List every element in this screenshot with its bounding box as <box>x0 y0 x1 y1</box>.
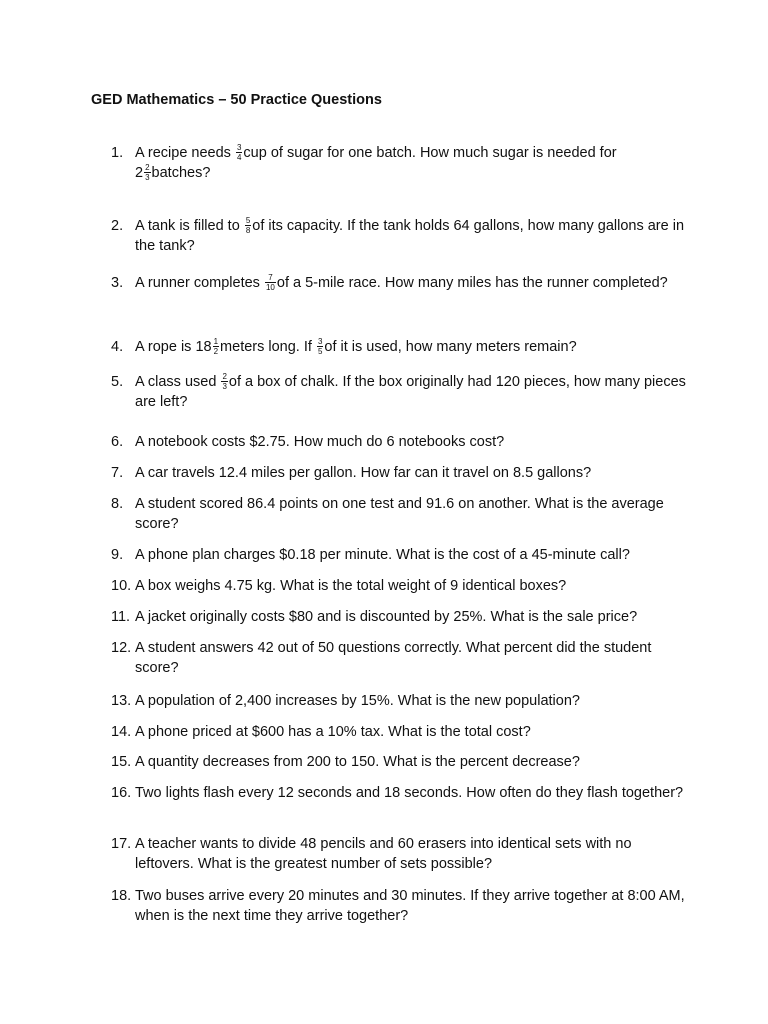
question-item <box>111 337 691 357</box>
question-text: A tank is filled to $\frac{5}{8}$ of its capacity. If the tank holds 64 gallons, how many gallons are in the tank? <box>135 215 685 254</box>
question-item <box>111 783 691 803</box>
question-item <box>111 216 691 256</box>
question-number: 8. <box>111 496 124 512</box>
question-text: A car travels 12.4 miles per gallon. How far can it travel on 8.5 gallons? <box>135 465 592 481</box>
fraction: $\frac{3}{5}$ <box>317 336 323 356</box>
fraction: $\frac{2}{3}$ <box>222 371 227 391</box>
question-number: 15. <box>111 754 132 770</box>
question-text: A phone plan charges $0.18 per minute. What is the cost of a 45-minute call? <box>135 547 630 563</box>
question-item <box>111 607 691 627</box>
question-item <box>111 691 691 711</box>
question-text: A notebook costs $2.75. How much do 6 notebooks cost? <box>135 434 505 450</box>
question-number: 1. <box>111 145 124 161</box>
question-number: 14. <box>111 724 132 740</box>
question-text: A runner completes $\frac{7}{10}$ of a 5-mile race. How many miles has the runner completed? <box>135 272 668 292</box>
question-number: 18. <box>111 888 132 904</box>
fraction: $\frac{1}{2}$ <box>213 336 219 356</box>
question-text: A rope is 18 $\frac{1}{2}$ meters long. If $\frac{3}{5}$ of it is used, how many meters remain? <box>135 336 577 356</box>
question-text: Two lights flash every 12 seconds and 18 seconds. How often do they flash together? <box>135 785 684 801</box>
question-number: 11. <box>111 609 131 625</box>
question-text: Two buses arrive every 20 minutes and 30 minutes. If they arrive together at 8:00 AM, when is the next time they arrive together? <box>135 888 685 924</box>
question-text: A student scored 86.4 points on one test and 91.6 on another. What is the average score? <box>135 496 664 532</box>
question-item <box>111 638 691 678</box>
fraction: $\frac{3}{4}$ <box>236 142 242 162</box>
question-item <box>111 463 691 483</box>
question-item <box>111 432 691 452</box>
question-number: 10. <box>111 578 132 594</box>
question-number: 3. <box>111 275 124 291</box>
question-item <box>111 273 691 293</box>
fraction: $\frac{7}{10}$ <box>265 272 275 292</box>
question-text: A phone priced at $600 has a 10% tax. What is the total cost? <box>135 724 531 740</box>
question-text: A recipe needs $\frac{3}{4}$ cup of sugar for one batch. How much sugar is needed for 2 $\frac{2}{3}$ batches? <box>135 142 617 182</box>
question-number: 4. <box>111 339 124 355</box>
question-item <box>111 752 691 772</box>
fraction: $\frac{5}{8}$ <box>245 215 251 235</box>
question-number: 6. <box>111 434 124 450</box>
fraction: $\frac{2}{3}$ <box>145 162 150 182</box>
question-item <box>111 886 691 926</box>
question-number: 2. <box>111 218 124 234</box>
question-item <box>111 576 691 596</box>
question-text: A class used $\frac{2}{3}$ of a box of chalk. If the box originally had 120 pieces, how many pieces are left? <box>135 371 686 410</box>
question-number: 12. <box>111 640 132 656</box>
question-number: 5. <box>111 374 124 390</box>
question-number: 16. <box>111 785 132 801</box>
question-number: 7. <box>111 465 124 481</box>
question-text: A teacher wants to divide 48 pencils and 60 erasers into identical sets with no leftovers. What is the greatest number of sets possible? <box>135 836 632 872</box>
question-item <box>111 494 691 534</box>
question-text: A student answers 42 out of 50 questions correctly. What percent did the student score? <box>135 640 652 676</box>
document-title: GED Mathematics – 50 Practice Questions <box>91 92 382 108</box>
question-text: A jacket originally costs $80 and is discounted by 25%. What is the sale price? <box>135 609 638 625</box>
question-text: A box weighs 4.75 kg. What is the total weight of 9 identical boxes? <box>135 578 567 594</box>
question-text: A population of 2,400 increases by 15%. What is the new population? <box>135 693 580 709</box>
question-item <box>111 722 691 742</box>
question-number: 13. <box>111 693 132 709</box>
question-item <box>111 834 691 874</box>
question-item <box>111 545 691 565</box>
question-number: 17. <box>111 836 132 852</box>
question-text: A quantity decreases from 200 to 150. What is the percent decrease? <box>135 754 580 770</box>
question-item <box>111 372 691 412</box>
question-number: 9. <box>111 547 124 563</box>
question-item <box>111 143 691 183</box>
